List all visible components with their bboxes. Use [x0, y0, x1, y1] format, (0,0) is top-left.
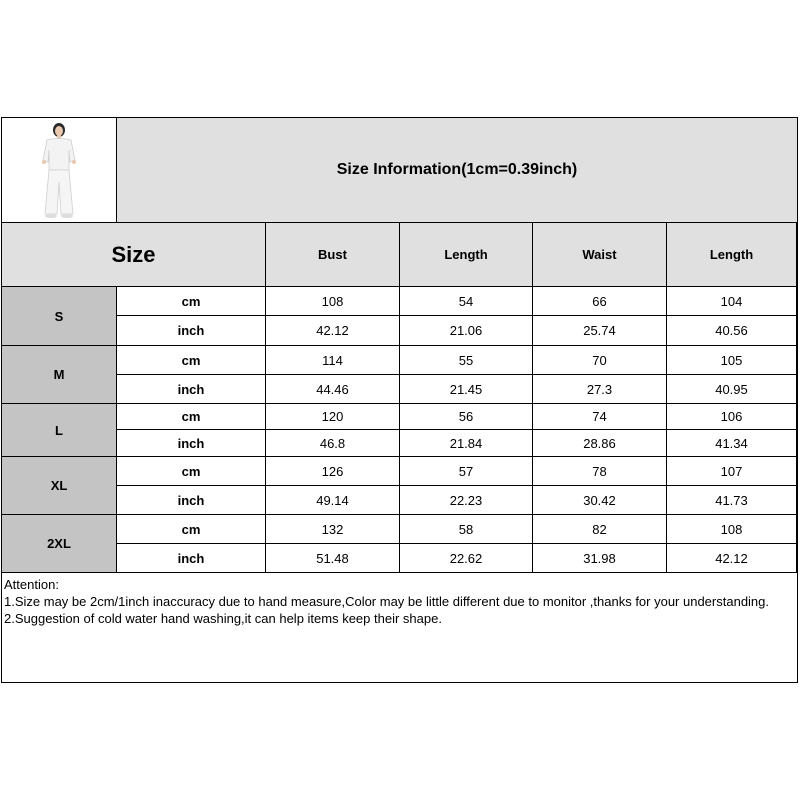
unit-label-cm: cm	[117, 404, 266, 430]
measurement-cell: 41.73	[667, 486, 797, 515]
measurement-cell: 126	[266, 457, 400, 486]
column-header: Length	[667, 223, 797, 287]
measurement-cell: 107	[667, 457, 797, 486]
unit-label-inch: inch	[117, 430, 266, 457]
measurement-cell: 25.74	[533, 316, 667, 346]
size-label: XL	[2, 457, 117, 515]
size-label: S	[2, 287, 117, 346]
measurement-cell: 132	[266, 515, 400, 544]
measurement-cell: 42.12	[667, 544, 797, 573]
measurement-cell: 108	[266, 287, 400, 316]
measurement-cell: 46.8	[266, 430, 400, 457]
measurement-cell: 105	[667, 346, 797, 375]
measurement-cell: 21.45	[400, 375, 533, 404]
column-header: Length	[400, 223, 533, 287]
measurement-cell: 31.98	[533, 544, 667, 573]
measurement-cell: 51.48	[266, 544, 400, 573]
measurement-cell: 55	[400, 346, 533, 375]
measurement-cell: 21.06	[400, 316, 533, 346]
measurement-cell: 21.84	[400, 430, 533, 457]
measurement-cell: 27.3	[533, 375, 667, 404]
measurement-cell: 106	[667, 404, 797, 430]
unit-label-cm: cm	[117, 457, 266, 486]
measurement-cell: 82	[533, 515, 667, 544]
measurement-cell: 78	[533, 457, 667, 486]
unit-label-inch: inch	[117, 486, 266, 515]
model-figure-icon	[29, 120, 89, 220]
column-header: Waist	[533, 223, 667, 287]
notes-line-1: 1.Size may be 2cm/1inch inaccuracy due to hand measure,Color may be little different due to monitor ,thanks for your understanding.	[4, 594, 770, 609]
measurement-cell: 74	[533, 404, 667, 430]
measurement-cell: 54	[400, 287, 533, 316]
measurement-cell: 108	[667, 515, 797, 544]
measurement-cell: 42.12	[266, 316, 400, 346]
measurement-cell: 58	[400, 515, 533, 544]
measurement-cell: 22.62	[400, 544, 533, 573]
unit-label-cm: cm	[117, 515, 266, 544]
unit-label-cm: cm	[117, 287, 266, 316]
chart-title: Size Information(1cm=0.39inch)	[117, 118, 797, 223]
attention-notes	[2, 574, 797, 681]
measurement-cell: 70	[533, 346, 667, 375]
size-column-header: Size	[2, 223, 266, 287]
measurement-cell: 120	[266, 404, 400, 430]
measurement-cell: 30.42	[533, 486, 667, 515]
measurement-cell: 56	[400, 404, 533, 430]
measurement-cell: 40.95	[667, 375, 797, 404]
size-label: L	[2, 404, 117, 457]
unit-label-inch: inch	[117, 316, 266, 346]
unit-label-cm: cm	[117, 346, 266, 375]
unit-label-inch: inch	[117, 544, 266, 573]
measurement-cell: 22.23	[400, 486, 533, 515]
notes-heading: Attention:	[4, 577, 59, 592]
measurement-cell: 44.46	[266, 375, 400, 404]
notes-line-2: 2.Suggestion of cold water hand washing,it can help items keep their shape.	[4, 611, 442, 626]
size-label: M	[2, 346, 117, 404]
column-header: Bust	[266, 223, 400, 287]
measurement-cell: 49.14	[266, 486, 400, 515]
measurement-cell: 40.56	[667, 316, 797, 346]
measurement-cell: 104	[667, 287, 797, 316]
measurement-cell: 114	[266, 346, 400, 375]
unit-label-inch: inch	[117, 375, 266, 404]
size-label: 2XL	[2, 515, 117, 573]
measurement-cell: 41.34	[667, 430, 797, 457]
measurement-cell: 66	[533, 287, 667, 316]
measurement-cell: 57	[400, 457, 533, 486]
product-image	[2, 118, 117, 223]
measurement-cell: 28.86	[533, 430, 667, 457]
